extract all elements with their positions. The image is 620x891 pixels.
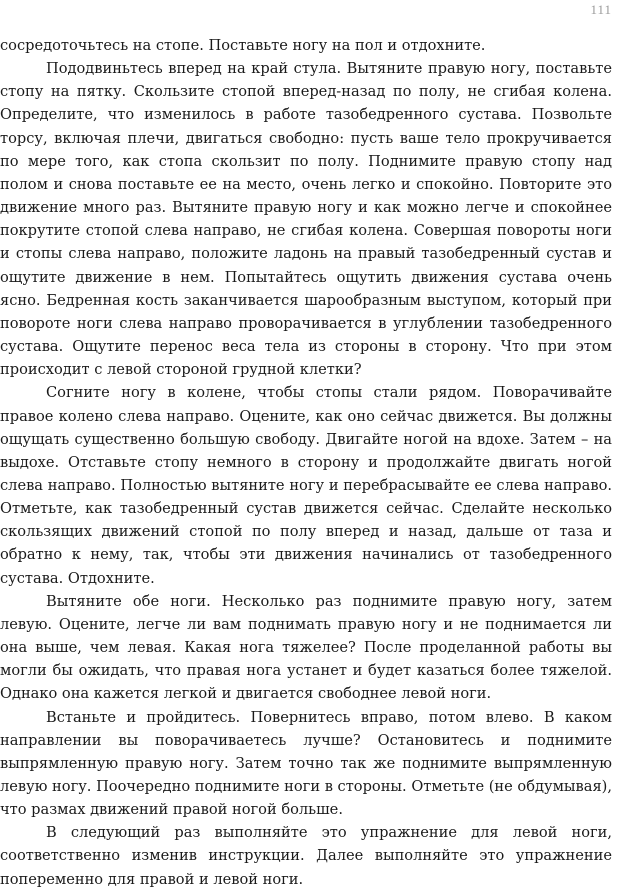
paragraph-1: сосредоточьтесь на стопе. Поставьте ногу на пол и отдохните. [0, 37, 486, 54]
body-text [0, 34, 612, 891]
paragraph-5: Встаньте и пройдитесь. Повернитесь вправо, потом влево. В каком направлении вы поворачиваетесь лучше? Остановитесь и поднимите выпрямленную правую ногу. Затем точно так же поднимите выпрямленную левую ногу. Поочередно поднимите ноги в стороны. Отметьте (не обдумывая), что размах движений правой ногой больше. [0, 708, 612, 819]
page-number: 111 [590, 2, 612, 17]
paragraph-3: Согните ногу в колене, чтобы стопы стали рядом. Поворачивайте правое колено слева направо. Оцените, как оно сейчас движется. Вы должны ощущать существенно большую свободу. Двигайте ногой на вдохе. Затем – на выдохе. Отставьте стопу немного в сторону и продолжайте двигать ногой слева направо. Полностью вытяните ногу и перебрасывайте ее слева направо. Отметьте, как тазобедренный сустав движется сейчас. Сделайте несколько скользящих движений стопой по полу вперед и назад, дальше от таза и обратно к нему, так, чтобы эти движения начинались от тазобедренного сустава. Отдохните. [0, 384, 612, 587]
paragraph-4: Вытяните обе ноги. Несколько раз поднимите правую ногу, затем левую. Оцените, легче ли вам поднимать правую ногу и не поднимается ли она выше, чем левая. Какая нога тяжелее? После проделанной работы вы могли бы ожидать, что правая нога устанет и будет казаться более тяжелой. Однако она кажется легкой и двигается свободнее левой ноги. [0, 592, 612, 703]
paragraph-2: Пододвиньтесь вперед на край стула. Вытяните правую ногу, поставьте стопу на пятку. Скользите стопой вперед-назад по полу, не сгибая колена. Определите, что изменилось в работе тазобедренного сустава. Позвольте торсу, включая плечи, двигаться свободно: пусть ваше тело прокручивается по мере того, как стопа скользит по полу. Поднимите правую стопу над полом и снова поставьте ее на место, очень легко и спокойно. Повторите это движение много раз. Вытяните правую ногу и как можно легче и спокойнее покрутите стопой слева направо, не сгибая колена. Совершая повороты ноги и стопы слева направо, положите ладонь на правый тазобедренный сустав и ощутите движение в нем. Попытайтесь ощутить движения сустава очень ясно. Бедренная кость заканчивается шарообразным выступом, который при повороте ноги слева направо проворачивается в углублении тазобедренного сустава. Ощутите перенос веса тела из стороны в сторону. Что при этом происходит с левой стороной грудной клетки? [0, 60, 612, 379]
paragraph-6: В следующий раз выполняйте это упражнение для левой ноги, соответственно изменив инструкции. Далее выполняйте это упражнение попеременно для правой и левой ноги. [0, 824, 612, 888]
